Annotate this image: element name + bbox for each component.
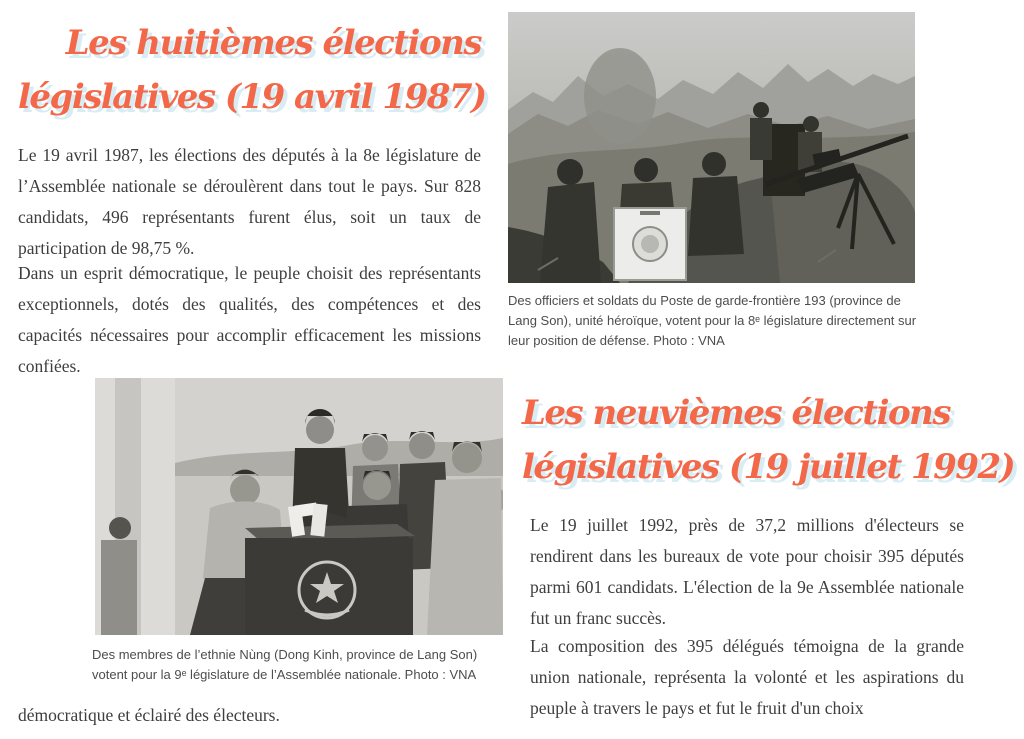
soldier-body-shape — [688, 176, 744, 256]
person-head-shape — [109, 517, 131, 539]
photo-soldiers-illustration — [508, 12, 915, 283]
ballot-box-shape — [614, 208, 686, 280]
section1-title-line1: Les huitièmes élections — [65, 23, 481, 63]
section2-paragraph-2: La composition des 395 délégués témoigna de la grande union nationale, représenta la volonté et les aspirations du peuple à travers le pays et fut le fruit d'un choix — [530, 636, 964, 718]
section1-paragraph-1: Le 19 avril 1987, les élections des députés à la 8e législature de l’Assemblée nationale se déroulèrent dans tout le pays. Sur 828 candidats, 496 représentants furent élus, soit un taux de participation de 98,75 %. — [18, 145, 481, 258]
section2-paragraph-2-continuation: démocratique et éclairé des électeurs. — [18, 705, 280, 725]
soldier-head-shape — [753, 102, 769, 118]
section2-title-line2: législatives (19 juillet 1992) — [522, 447, 1015, 487]
soldier-head-shape — [803, 116, 819, 132]
soldier-head-shape — [634, 158, 658, 182]
soldier-head-shape — [702, 152, 726, 176]
section2-photo-caption: Des membres de l’ethnie Nùng (Dong Kinh, province de Lang Son) votent pour la 9ᵉ législature de l’Assemblée nationale. Photo : VNA — [92, 647, 478, 682]
photo-soldiers-voting-trench — [508, 12, 915, 283]
section1-paragraph-2: Dans un esprit démocratique, le peuple choisit des représentants exceptionnels, dotés des qualités, des compétences et des capacités nécessaires pour accomplir efficacement les missions confiées. — [18, 263, 481, 376]
section2-title-line1: Les neuvièmes élections — [522, 393, 951, 433]
section1-title — [18, 16, 486, 124]
section1-title-line2: législatives (19 avril 1987) — [18, 77, 486, 117]
soldier-head-shape — [557, 159, 583, 185]
soldier-body-shape — [540, 182, 601, 283]
photo-nung-voters-ballot-box — [95, 378, 503, 635]
photo-voters-illustration — [95, 378, 503, 635]
person-body-shape — [101, 540, 137, 635]
section2-paragraph-1: Le 19 juillet 1992, près de 37,2 millions d'électeurs se rendirent dans les bureaux de vote pour choisir 395 députés parmi 601 candidats. L'élection de la 9e Assemblée nationale fut un franc succès. — [530, 515, 964, 628]
ballot-box-shape — [245, 524, 415, 635]
soldier-body-shape — [750, 118, 772, 160]
section2-title — [522, 386, 1015, 494]
bush-shape — [584, 48, 656, 144]
section1-photo-caption: Des officiers et soldats du Poste de garde-frontière 193 (province de Lang Son), unité héroïque, votent pour la 8ᵉ législature directement sur leur position de défense. Photo : VNA — [508, 293, 917, 348]
